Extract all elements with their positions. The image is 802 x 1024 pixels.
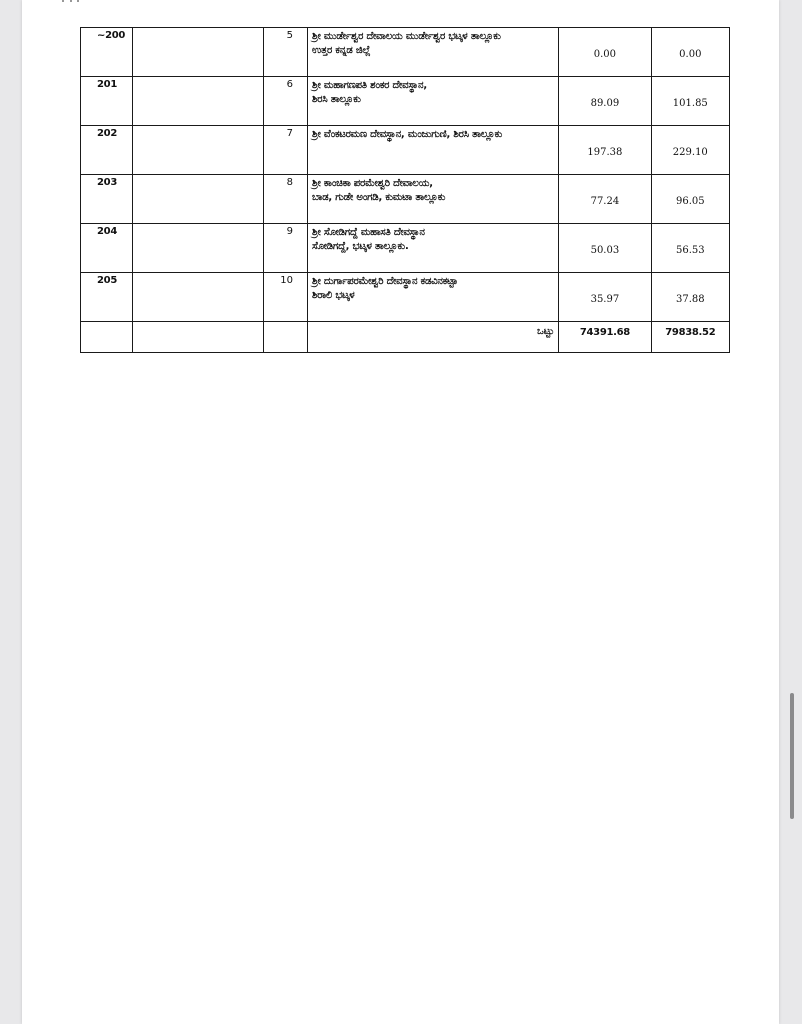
value-1: 197.38: [559, 126, 651, 175]
row-number: 7: [263, 126, 307, 175]
document-page: [22, 0, 779, 1024]
value-2: 96.05: [651, 175, 729, 224]
serial-number: 205: [81, 273, 133, 322]
empty-cell: [133, 273, 264, 322]
temple-name-line1: ಶ್ರೀ ದುರ್ಗಾಪರಮೇಶ್ವರಿ ದೇವಸ್ಥಾನ ಕಡವಿನಕಟ್ಟಾ: [312, 276, 458, 287]
temple-name: [308, 224, 559, 273]
row-number: 6: [263, 77, 307, 126]
serial-number: 203: [81, 175, 133, 224]
temple-name: [308, 273, 559, 322]
temple-name-line1: ಶ್ರೀ ವೆಂಕಟರಮಣ ದೇವಸ್ಥಾನ, ಮಂಜುಗುಣಿ, ಶಿರಸಿ ತಾಲ್ಲೂಕು: [312, 129, 503, 140]
temple-name-line2: ಶಿರಸಿ ತಾಲ್ಲೂಕು: [312, 94, 361, 105]
data-table: [80, 27, 730, 353]
total-value-1: 74391.68: [559, 322, 651, 353]
temple-name-line2: ಶಿರಾಲಿ ಭಟ್ಕಳ: [312, 290, 355, 301]
temple-name: [308, 77, 559, 126]
temple-name: [308, 126, 559, 175]
empty-cell: [133, 126, 264, 175]
serial-number: ~200: [81, 28, 133, 77]
value-1: 0.00: [559, 28, 651, 77]
table-row: [81, 175, 730, 224]
temple-name-line2: ಬಾಡ, ಗುಡೇ ಅಂಗಡಿ, ಕುಮಟಾ ತಾಲ್ಲೂಕು: [312, 192, 446, 203]
total-value-2: 79838.52: [651, 322, 729, 353]
value-2: 56.53: [651, 224, 729, 273]
serial-number: 204: [81, 224, 133, 273]
serial-number: 202: [81, 126, 133, 175]
empty-cell: [133, 224, 264, 273]
temple-name-line1: ಶ್ರೀ ಕಾಂಚಿಕಾ ಪರಮೇಶ್ವರಿ ದೇವಾಲಯ,: [312, 178, 433, 189]
empty-cell: [133, 77, 264, 126]
value-1: 50.03: [559, 224, 651, 273]
temple-name-line2: ಸೋಡಿಗದ್ದೆ, ಭಟ್ಕಳ ತಾಲ್ಲೂಕು.: [312, 241, 409, 252]
table-row: [81, 28, 730, 77]
serial-number: 201: [81, 77, 133, 126]
row-number: 9: [263, 224, 307, 273]
empty-cell: [133, 175, 264, 224]
temple-name-line1: ಶ್ರೀ ಸೋಡಿಗದ್ದೆ ಮಹಾಸತಿ ದೇವಸ್ಥಾನ: [312, 227, 425, 238]
value-1: 35.97: [559, 273, 651, 322]
value-1: 89.09: [559, 77, 651, 126]
temple-name-line1: ಶ್ರೀ ಮಹಾಗಣಪತಿ ಶಂಕರ ದೇವಸ್ಥಾನ,: [312, 80, 427, 91]
empty-cell: [81, 322, 133, 353]
temple-name-line2: ಉತ್ತರ ಕನ್ನಡ ಜಿಲ್ಲೆ: [312, 45, 371, 56]
value-2: 229.10: [651, 126, 729, 175]
row-number: 5: [263, 28, 307, 77]
temple-name-line1: ಶ್ರೀ ಮುರ್ಡೇಶ್ವರ ದೇವಾಲಯ ಮುರ್ಡೇಶ್ವರ ಭಟ್ಕಳ ತಾಲ್ಲೂಕು: [312, 31, 501, 42]
row-number: 10: [263, 273, 307, 322]
table-row: [81, 224, 730, 273]
empty-cell: [133, 322, 264, 353]
row-number: 8: [263, 175, 307, 224]
value-2: 0.00: [651, 28, 729, 77]
value-2: 101.85: [651, 77, 729, 126]
scrollbar-thumb[interactable]: [790, 693, 794, 819]
empty-cell: [133, 28, 264, 77]
value-1: 77.24: [559, 175, 651, 224]
temple-name: [308, 175, 559, 224]
scan-mark: [62, 0, 92, 8]
temple-name: [308, 28, 559, 77]
table-row: [81, 273, 730, 322]
value-2: 37.88: [651, 273, 729, 322]
total-label: ಒಟ್ಟು: [308, 322, 559, 353]
empty-cell: [263, 322, 307, 353]
table-row: [81, 126, 730, 175]
table-row: [81, 77, 730, 126]
total-row: [81, 322, 730, 353]
